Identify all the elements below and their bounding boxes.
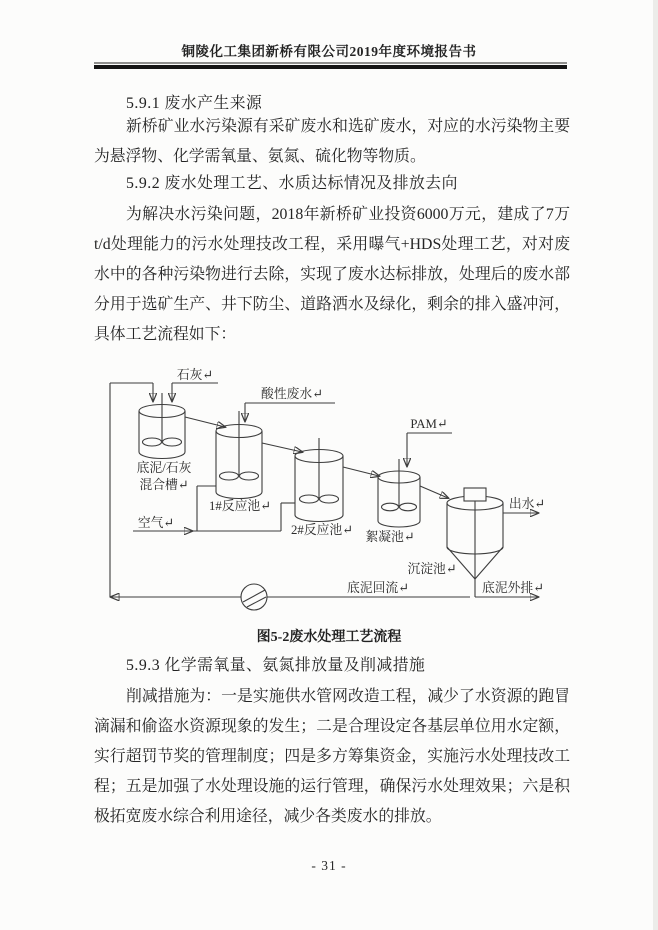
label-acid-wastewater: 酸性废水↵ [261, 387, 323, 401]
figure-caption: 图5-2废水处理工艺流程 [256, 630, 402, 645]
page-number: - 31 - [311, 858, 347, 873]
text-line: 程；五是加强了水处理设施的运行管理，确保污水处理效果；六是积 [94, 778, 570, 795]
pump-symbol [241, 584, 267, 610]
label-reaction-tank-1: 1#反应池↵ [209, 499, 271, 513]
text-line: 分用于选矿生产、井下防尘、道路洒水及绿化，剩余的排入盛冲河， [94, 296, 570, 313]
label-reaction-tank-2: 2#反应池↵ [291, 523, 353, 537]
paragraph-5-9-2 [94, 200, 570, 350]
pipe-tank2-tank3 [262, 443, 302, 452]
text-line: 新桥矿业水污染源有采矿废水和选矿废水，对应的水污染物主要 [126, 118, 570, 135]
paragraph-5-9-1 [94, 112, 570, 172]
label-lime: 石灰↵ [176, 368, 214, 382]
flocculation-tank [378, 459, 420, 527]
pam-feed-pipe [407, 433, 452, 466]
text-line: 水中的各种污染物进行去除，实现了废水达标排放，处理后的废水部 [94, 266, 570, 283]
page-header-title: 铜陵化工集团新桥有限公司2019年度环境报告书 [181, 44, 477, 59]
text-line: 削减措施为：一是实施供水管网改造工程，减少了水资源的跑冒 [126, 688, 570, 705]
reaction-tank-2 [295, 438, 343, 522]
label-sludge-discharge: 底泥外排↵ [482, 581, 544, 595]
heading-5-9-2: 5.9.2 废水处理工艺、水质达标情况及排放去向 [126, 175, 458, 192]
header-rule-thick [94, 65, 567, 69]
label-flocculation-tank: 絮凝池↵ [365, 530, 415, 544]
header-rule-thin [94, 62, 567, 64]
label-sludge-return: 底泥回流↵ [347, 581, 409, 595]
label-mixing-tank-1: 底泥/石灰 [136, 461, 192, 475]
text-line: t/d处理能力的污水处理技改工程，采用曝气+HDS处理工艺，对对废 [94, 236, 570, 253]
acid-feed-pipe [245, 403, 335, 421]
mixing-tank [139, 393, 185, 458]
pipe-tank4-clarifier [420, 486, 448, 498]
label-pam: PAM↵ [410, 417, 448, 431]
text-line: 滴漏和偷盗水资源现象的发生；二是合理设定各基层单位用水定额， [94, 718, 570, 735]
heading-5-9-1: 5.9.1 废水产生来源 [126, 95, 263, 112]
pipe-tank1-tank2 [185, 417, 225, 427]
label-mixing-tank-2: 混合槽↵ [139, 478, 189, 492]
label-outflow: 出水↵ [508, 497, 546, 511]
lime-feed-pipe [172, 383, 218, 401]
text-line: 为解决水污染问题，2018年新桥矿业投资6000万元，建成了7万 [126, 206, 570, 223]
process-flow-diagram [88, 358, 560, 614]
paragraph-5-9-3 [94, 682, 570, 832]
text-line: 为悬浮物、化学需氧量、氨氮、硫化物等物质。 [94, 148, 426, 165]
text-line: 实行超罚节奖的管理制度；四是多方筹集资金，实施污水处理技改工 [94, 748, 570, 765]
label-air: 空气↵ [137, 516, 175, 530]
text-line: 具体工艺流程如下： [94, 326, 237, 343]
label-sedimentation-tank: 沉淀池↵ [407, 562, 457, 576]
pipe-tank3-tank4 [343, 467, 379, 476]
reaction-tank-1 [216, 411, 262, 499]
text-line: 极拓宽废水综合利用途径，减少各类废水的排放。 [94, 808, 442, 825]
heading-5-9-3: 5.9.3 化学需氧量、氨氮排放量及削减措施 [126, 657, 426, 674]
